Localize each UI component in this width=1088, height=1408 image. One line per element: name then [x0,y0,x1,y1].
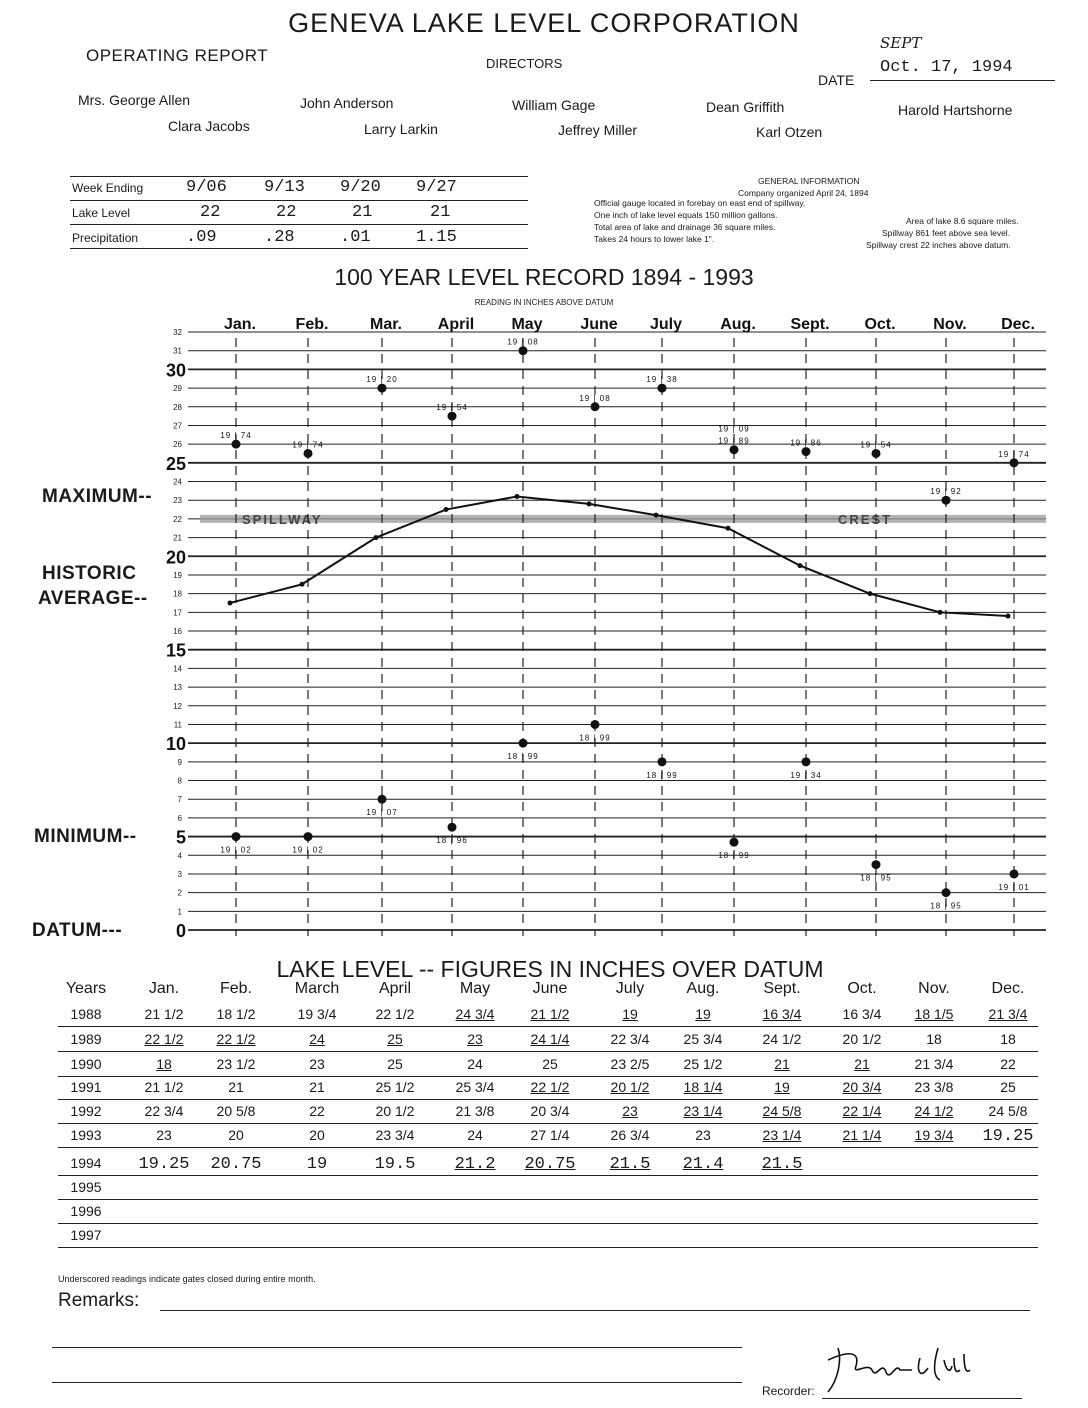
director-name: Jeffrey Miller [558,122,638,138]
max-point [448,412,457,421]
max-point [519,346,528,355]
table-header-cell: Jan. [148,980,180,997]
date-label: DATE [818,72,855,88]
remarks-line [52,1382,742,1383]
average-point [587,501,592,506]
table-cell: 19 [306,1155,328,1174]
table-cell: 26 3/4 [610,1127,650,1143]
table-row-rule [58,1175,1038,1176]
precipitation-value: .09 [186,228,217,247]
min-point [448,823,457,832]
table-cell: 16 3/4 [762,1006,802,1022]
max-year-label: 19 | 38 [646,375,678,385]
table-header-cell: Aug. [686,980,720,997]
table-cell: 20 [309,1127,325,1143]
table-cell: 19 [622,1006,638,1022]
min-point [304,832,313,841]
month-label: Nov. [933,316,967,333]
table-cell: 19 [695,1006,711,1022]
y-major-tick-label: 30 [165,360,186,381]
table-cell: 24 [467,1127,483,1143]
table-cell: 23 1/4 [762,1127,802,1143]
y-major-tick-label: 25 [165,453,186,474]
table-cell: 20.75 [210,1155,262,1174]
table-cell: 22 3/4 [144,1103,184,1119]
table-year-cell: 1989 [70,1031,102,1047]
table-row-rule [58,1026,1038,1027]
lake-level-value: 21 [352,203,373,222]
table-header-cell: Years [65,980,107,997]
max-year-label: 19 | 20 [366,375,398,385]
table-year-cell: 1993 [70,1127,102,1143]
y-major-tick-label: 20 [165,547,186,568]
average-point [228,600,233,605]
y-tick-label: 19 [173,570,182,580]
table-cell: 21.4 [682,1155,724,1174]
table-row-rule [58,1223,1038,1224]
table-cell: 19.5 [374,1155,416,1174]
table-cell: 20 1/2 [375,1103,415,1119]
table-cell: 18 1/5 [914,1006,954,1022]
general-info-line: Spillway 861 feet above sea level. [882,228,1011,238]
y-tick-label: 29 [173,384,182,394]
underscore-note: Underscored readings indicate gates closed during entire month. [58,1274,316,1284]
director-name: William Gage [512,97,596,113]
table-cell: 25 1/2 [375,1079,415,1095]
y-tick-label: 24 [173,477,182,487]
min-point [1010,869,1019,878]
general-info-line: One inch of lake level equals 150 million gallons. [594,210,778,220]
min-point [519,739,528,748]
precipitation-value: .01 [340,228,371,247]
week-ending-value: 9/27 [416,178,457,197]
y-tick-label: 23 [173,496,182,506]
max-point [591,402,600,411]
minimum-label: MINIMUM-- [34,826,137,847]
y-tick-label: 11 [173,720,182,730]
chart-subtitle: READING IN INCHES ABOVE DATUM [474,298,614,307]
operating-report-label: OPERATING REPORT [86,46,269,65]
max-point [378,384,387,393]
table-cell: 23 [309,1056,325,1072]
y-tick-label: 4 [177,851,182,861]
table-cell: 21 3/4 [988,1006,1028,1022]
max-year-label: 19 | 74 [292,440,324,450]
director-name: Mrs. George Allen [78,92,191,108]
table-cell: 22 [1000,1056,1016,1072]
y-tick-label: 22 [173,514,182,524]
average-label: AVERAGE-- [38,588,148,609]
table-header-cell: May [459,980,491,997]
director-name: Larry Larkin [364,121,438,137]
table-cell: 24 5/8 [762,1103,802,1119]
table-cell: 20 5/8 [216,1103,256,1119]
precipitation-value: .28 [264,228,295,247]
min-year-label: 18 | 99 [718,851,750,861]
recorder-signature [820,1340,980,1396]
director-name: John Anderson [300,95,394,111]
min-year-label: 18 | 99 [646,770,678,780]
table-header-cell: June [532,980,568,997]
general-info-title: GENERAL INFORMATION [758,176,860,186]
min-year-label: 19 | 02 [292,845,324,855]
table-row-rule [58,1199,1038,1200]
director-name: Harold Hartshorne [898,102,1013,118]
table-cell: 21.5 [761,1155,803,1174]
general-info-line: Takes 24 hours to lower lake 1". [594,234,715,244]
table-cell: 23 [622,1103,638,1119]
historic-label: HISTORIC [42,563,137,584]
table-cell: 25 1/2 [683,1056,723,1072]
lake-level-value: 21 [430,203,451,222]
table-row-rule [58,1099,1038,1100]
table-cell: 21.2 [454,1155,496,1174]
table-cell: 22 1/2 [530,1079,570,1095]
min-point [730,838,739,847]
table-cell: 24 1/2 [762,1031,802,1047]
table-cell: 24 1/4 [530,1031,570,1047]
table-year-cell: 1997 [70,1227,102,1243]
y-tick-label: 9 [177,757,182,767]
table-cell: 19 3/4 [914,1127,954,1143]
table-header-cell: Dec. [991,980,1025,997]
table-year-cell: 1988 [70,1006,102,1022]
max-year-label: 19 | 86 [790,438,822,448]
table-cell: 18 1/2 [216,1006,256,1022]
month-label: Feb. [295,316,329,333]
table-row-rule [58,1051,1038,1052]
table-cell: 19.25 [138,1155,190,1174]
table-cell: 21 [228,1079,244,1095]
table-cell: 25 [387,1056,403,1072]
y-tick-label: 18 [173,589,182,599]
min-year-label: 19 | 34 [790,770,822,780]
table-cell: 20 3/4 [530,1103,570,1119]
table-row-rule [58,1123,1038,1124]
table-cell: 20.75 [524,1155,576,1174]
table-cell: 22 1/4 [842,1103,882,1119]
y-major-tick-label: 10 [165,734,186,755]
table-header-cell: Nov. [918,980,950,997]
month-label: Sept. [790,316,830,333]
table-year-cell: 1991 [70,1079,102,1095]
y-tick-label: 17 [173,608,182,618]
general-info-line: Spillway crest 22 inches above datum. [866,240,1011,250]
recorder-line [822,1398,1022,1399]
table-row-rule [58,1076,1038,1077]
max-year-label: 19 | 54 [436,403,468,413]
min-year-label: 18 | 95 [930,901,962,911]
average-point [300,582,305,587]
min-year-label: 19 | 01 [998,882,1030,892]
y-major-tick-label: 15 [165,640,186,661]
table-cell: 23 [156,1127,172,1143]
table-cell: 27 1/4 [530,1127,570,1143]
month-label: Jan. [223,316,257,333]
table-year-cell: 1992 [70,1103,102,1119]
table-cell: 24 1/2 [914,1103,954,1119]
min-point [658,757,667,766]
table-cell: 22 [309,1103,325,1119]
table-cell: 22 1/2 [216,1031,256,1047]
average-point [868,591,873,596]
table-header-cell: Oct. [847,980,877,997]
chart-title: 100 YEAR LEVEL RECORD 1894 - 1993 [334,264,754,290]
table-header-cell: April [378,980,411,997]
table-cell: 25 [1000,1079,1016,1095]
table-header-cell: Feb. [219,980,252,997]
table-cell: 22 3/4 [610,1031,650,1047]
remarks-line [160,1310,1030,1311]
table-cell: 23 [467,1031,483,1047]
max-point [942,496,951,505]
max-point [304,449,313,458]
table-year-cell: 1994 [70,1155,102,1171]
remarks-line [52,1347,742,1348]
y-tick-label: 7 [177,795,182,805]
month-label: April [437,316,475,333]
month-label: Oct. [864,316,896,333]
average-point [374,535,379,540]
y-tick-label: 13 [173,683,182,693]
lake-level-label: Lake Level [72,206,131,220]
general-info-line: Official gauge located in forebay on east end of spillway. [594,198,806,208]
month-label: May [511,316,543,333]
table-cell: 23 1/4 [683,1103,723,1119]
table-header-cell: July [615,980,645,997]
lake-level-value: 22 [276,203,297,222]
recorder-label: Recorder: [762,1384,815,1398]
month-label: Dec. [1001,316,1035,333]
table-cell: 19 3/4 [297,1006,337,1022]
table-row-rule [58,1247,1038,1248]
table-cell: 25 [387,1031,403,1047]
table-cell: 21.5 [609,1155,651,1174]
table-cell: 21 [774,1056,790,1072]
min-point [802,757,811,766]
director-name: Karl Otzen [756,124,823,140]
table-cell: 21 1/2 [144,1006,184,1022]
table-cell: 20 1/2 [842,1031,882,1047]
min-year-label: 18 | 96 [436,836,468,846]
min-point [232,832,241,841]
y-tick-label: 16 [173,627,182,636]
max-year-label: 19 | 74 [220,431,252,441]
table-header-cell: March [294,980,340,997]
lake-level-value: 22 [200,203,221,222]
table-cell: 23 3/8 [914,1079,954,1095]
table-cell: 24 3/4 [455,1006,495,1022]
table-cell: 20 1/2 [610,1079,650,1095]
y-tick-label: 31 [173,346,182,356]
average-point [654,513,659,518]
week-ending-value: 9/06 [186,178,227,197]
crest-label: CREST [838,511,893,527]
y-tick-label: 2 [177,888,182,898]
table-cell: 20 3/4 [842,1079,882,1095]
average-point [444,507,449,512]
y-major-tick-label: 5 [175,827,186,848]
table-year-cell: 1990 [70,1056,102,1072]
table-cell: 21 [309,1079,325,1095]
general-info-line: Total area of lake and drainage 36 square miles. [594,222,776,232]
table-cell: 20 [228,1127,244,1143]
table-cell: 25 3/4 [455,1079,495,1095]
month-label: July [649,316,683,333]
table-cell: 25 [542,1056,558,1072]
table-title: LAKE LEVEL -- FIGURES IN INCHES OVER DATUM [276,956,824,982]
y-tick-label: 1 [177,907,182,917]
table-cell: 25 3/4 [683,1031,723,1047]
min-year-label: 18 | 99 [579,733,611,743]
table-cell: 24 [309,1031,325,1047]
table-cell: 23 3/4 [375,1127,415,1143]
max-year-label: 19 | 09 [718,424,750,434]
table-cell: 24 5/8 [988,1103,1028,1119]
table-cell: 23 [695,1127,711,1143]
max-year-label: 19 | 08 [507,337,539,347]
y-tick-label: 14 [173,664,182,674]
table-cell: 21 [854,1056,870,1072]
max-point [730,445,739,454]
table-cell: 21 3/4 [914,1056,954,1072]
table-year-cell: 1996 [70,1203,102,1219]
max-year-label: 19 | 92 [930,487,962,497]
max-point [872,449,881,458]
precipitation-value: 1.15 [416,228,457,247]
director-name: Clara Jacobs [168,118,250,134]
table-cell: 23 1/2 [216,1056,256,1072]
general-info-line: Company organized April 24, 1894 [738,188,869,198]
report-title: GENEVA LAKE LEVEL CORPORATION [288,8,800,38]
week-ending-label: Week Ending [72,181,144,195]
table-cell: 16 3/4 [842,1006,882,1022]
precipitation-label: Precipitation [72,231,139,245]
y-tick-label: 32 [173,328,182,337]
spillway-band [200,515,1046,523]
month-label: June [580,316,618,333]
max-point [232,440,241,449]
table-cell: 18 [156,1056,172,1072]
week-ending-value: 9/13 [264,178,305,197]
y-tick-label: 26 [173,440,182,450]
date-value: Oct. 17, 1994 [880,58,1013,77]
table-year-cell: 1995 [70,1179,102,1195]
max-year-label: 19 | 08 [579,393,611,403]
min-year-label: 19 | 02 [220,845,252,855]
min-year-label: 19 | 07 [366,808,398,818]
y-tick-label: 8 [177,776,182,786]
y-tick-label: 3 [177,869,182,879]
max-point [658,384,667,393]
y-tick-label: 28 [173,402,182,412]
spillway-label: SPILLWAY [242,511,323,527]
table-row-rule [58,1147,1038,1148]
min-year-label: 18 | 99 [507,752,539,762]
average-point [938,610,943,615]
datum-label: DATUM--- [32,920,123,941]
max-year-label: 19 | 89 [718,436,750,446]
director-name: Dean Griffith [706,99,785,115]
average-point [515,494,520,499]
max-year-label: 19 | 74 [998,449,1030,459]
table-cell: 23 2/5 [610,1056,650,1072]
y-major-tick-label: 0 [175,921,186,941]
y-tick-label: 12 [173,701,182,711]
max-year-label: 19 | 54 [860,440,892,450]
table-cell: 18 [1000,1031,1016,1047]
average-point [726,526,731,531]
table-cell: 18 [926,1031,942,1047]
general-info-line: Area of lake 8.6 square miles. [906,216,1019,226]
table-cell: 18 1/4 [683,1079,723,1095]
maximum-label: MAXIMUM-- [42,486,153,507]
month-label: Mar. [369,316,403,333]
min-point [591,720,600,729]
average-point [798,563,803,568]
week-ending-value: 9/20 [340,178,381,197]
min-year-label: 18 | 95 [860,873,892,883]
y-tick-label: 6 [177,813,182,823]
min-point [378,795,387,804]
table-header-cell: Sept. [763,980,801,997]
table-cell: 24 [467,1056,483,1072]
max-point [1010,458,1019,467]
table-cell: 22 1/2 [144,1031,184,1047]
y-tick-label: 27 [173,421,182,431]
min-point [872,860,881,869]
max-point [802,447,811,456]
min-point [942,888,951,897]
month-label: Aug. [720,316,756,333]
table-cell: 19.25 [982,1127,1034,1146]
table-cell: 21 1/2 [144,1079,184,1095]
remarks-label: Remarks: [58,1290,140,1311]
table-cell: 21 3/8 [455,1103,495,1119]
date-correction: SEPT [880,34,922,52]
average-point [1006,614,1011,619]
table-cell: 22 1/2 [375,1006,415,1022]
table-cell: 21 1/2 [530,1006,570,1022]
y-tick-label: 21 [173,533,182,543]
directors-label: DIRECTORS [486,56,563,71]
table-cell: 19 [774,1079,790,1095]
table-cell: 21 1/4 [842,1127,882,1143]
